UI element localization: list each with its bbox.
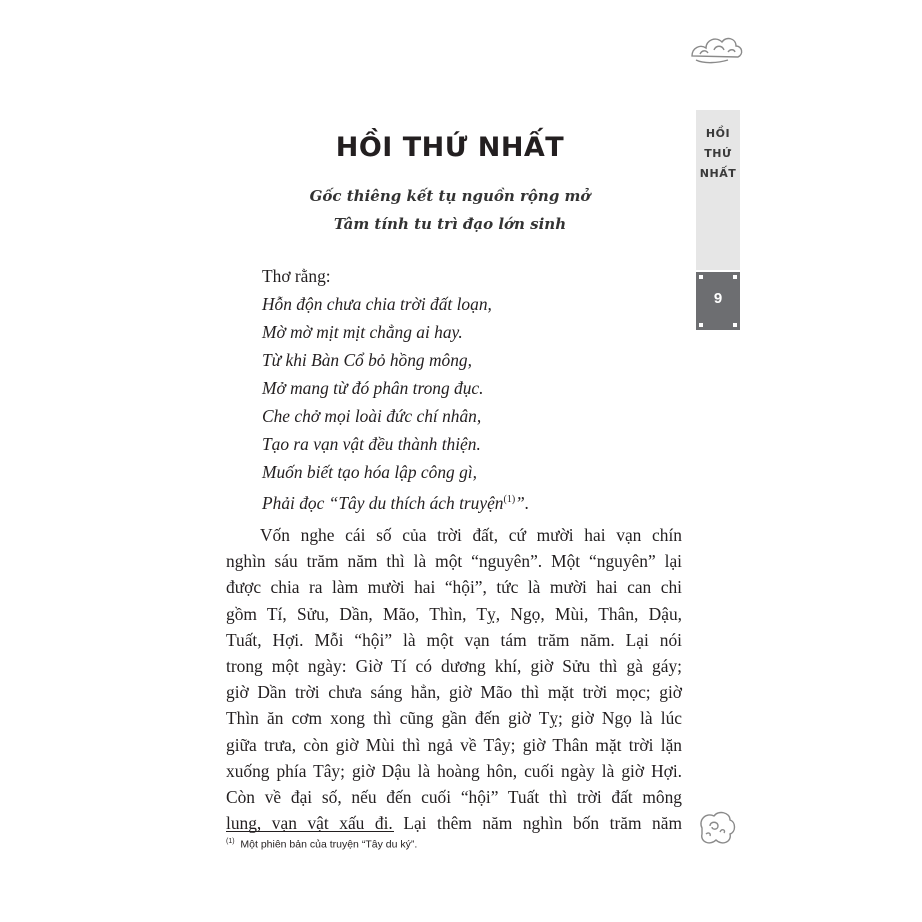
paragraph-line: xuống phía Tây; giờ Dậu là hoàng hôn, cuối ngày là giờ Hợi. [226,760,682,781]
paragraph-line: Thìn ăn cơm xong thì cũng gần đến giờ Tỵ; giờ Ngọ là lúc [226,708,682,729]
poem-line: Mờ mờ mịt mịt chẳng ai hay. [262,322,463,342]
side-tab-line: HỒI [705,127,731,140]
footnote-reference: (1) [503,494,516,505]
poem-last-line-text: Phải đọc “Tây du thích ách truyện [262,492,504,513]
side-tab-title [696,124,740,184]
paragraph-line: Tuất, Hợi. Mỗi “hội” là một vạn tám trăm năm. Lại nói [226,629,682,650]
side-tab-line: NHẤT [699,167,737,180]
chapter-subtitle-line-2: Tâm tính tu trì đạo lớn sinh [333,215,567,233]
footnote [226,838,417,851]
poem-line: Muốn biết tạo hóa lập công gì, [262,462,477,482]
poem-last-line [262,486,682,517]
paragraph-line: Còn về đại số, nếu đến cuối “hội” Tuất thì trời đất mông [226,787,682,808]
paragraph-line: nghìn sáu trăm năm thì là một “nguyên”. Một “nguyên” lại [226,551,682,572]
paragraph-line: gồm Tí, Sửu, Dần, Mão, Thìn, Tỵ, Ngọ, Mùi, Thân, Dậu, [226,603,682,624]
poem-line: Tạo ra vạn vật đều thành thiện. [262,434,481,454]
chapter-title: HỒI THỨ NHẤT [335,132,565,163]
paragraph-line: giờ Dần trời chưa sáng hẳn, giờ Mão thì mặt trời mọc; giờ [226,682,682,703]
chapter-subtitle-line-1: Gốc thiêng kết tụ nguồn rộng mở [309,187,591,205]
paragraph-line: được chia ra làm mười hai “hội”, tức là mười hai can chi [226,577,682,598]
paragraph-line: lung, vạn vật xấu đi. Lại thêm năm nghìn bốn trăm năm [226,813,682,834]
cloud-ornament-icon [688,30,744,66]
footnote-rule [226,831,394,832]
poem-line: Che chở mọi loài đức chí nhân, [262,406,482,426]
paragraph-line: trong một ngày: Giờ Tí có dương khí, giờ Sửu thì gà gáy; [226,656,682,677]
side-tab-line: THỨ [704,147,732,160]
footnote-marker: (1) [226,838,235,845]
cloud-ornament-icon [694,806,738,850]
poem-intro: Thơ rằng: [262,266,331,286]
body-paragraph [226,522,682,836]
poem-last-line-end: ”. [515,492,530,513]
chapter-side-tab [696,110,740,270]
poem [262,290,682,517]
poem-line: Mở mang từ đó phân trong đục. [262,378,484,398]
footnote-text: Một phiên bản của truyện “Tây du ký”. [240,838,418,851]
page-number: 9 [713,290,723,307]
paragraph-line: giữa trưa, còn giờ Mùi thì ngả về Tây; giờ Thân mặt trời lặn [226,734,682,755]
paragraph-line: Vốn nghe cái số của trời đất, cứ mười hai vạn chín [260,525,682,545]
poem-line: Hỗn độn chưa chia trời đất loạn, [262,294,492,314]
poem-line: Từ khi Bàn Cổ bỏ hồng mông, [262,350,472,370]
